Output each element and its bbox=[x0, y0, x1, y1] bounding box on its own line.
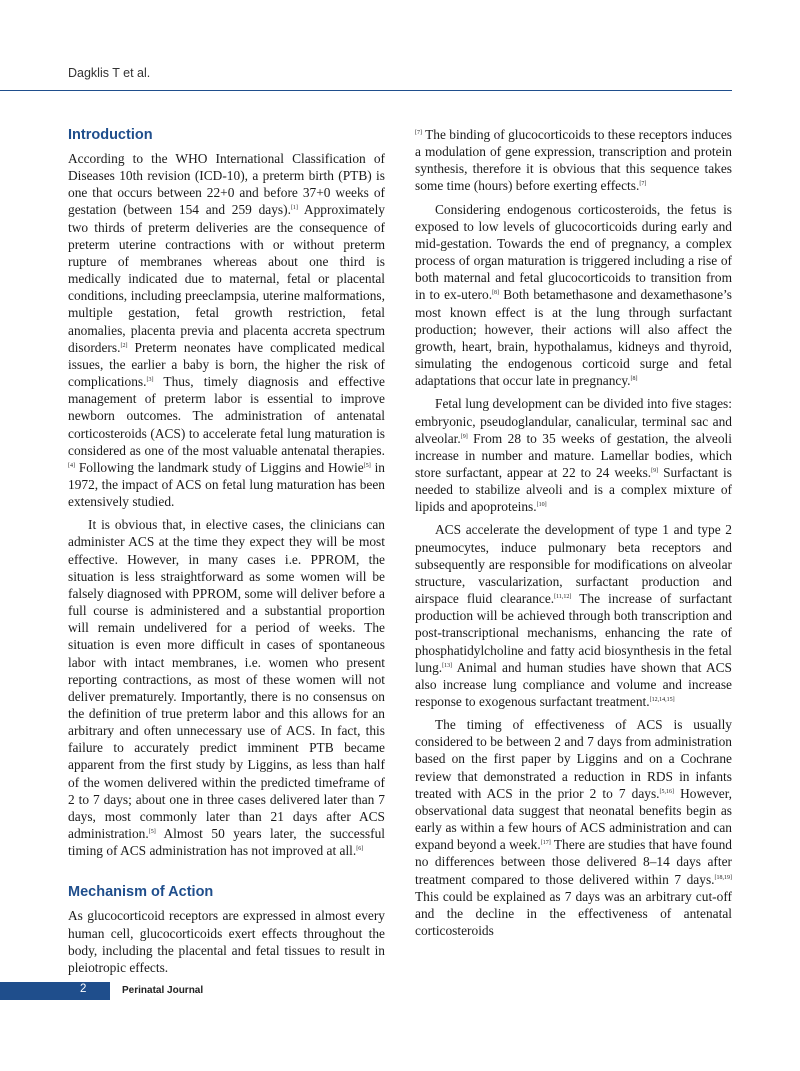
mechanism-paragraph-1-continued: [7] The binding of glucocorticoids to these receptors induces a modulation of gene expression, transcription and protein synthesis, therefore it is obvious that this sequence takes some time (hours) before exerting effects.[7] bbox=[415, 127, 732, 194]
intro-paragraph-2: It is obvious that, in elective cases, the clinicians can administer ACS at the time they expect they will be most effective. However, in many cases i.e. PPROM, the situation is less straightforward as some women will be falsely diagnosed with PPROM, some will deliver before a full course is administered and a substantial proportion will remain undelivered for a period of weeks. The situation is even more difficult in cases of spontaneous labor with intact membranes, i.e. women who present reporting contractions, as most of these women will not deliver prematurely. Importantly, there is no consensus on the definition of true preterm labor and this allows for an arbitrary and often unnecessary use of ACS. In fact, this failure to accurately predict imminent PTB became apparent from the first study by Liggins, as less than half of the women delivered within the predicted timeframe of 2 to 7 days; about one in three cases delivered later than 7 days, most commonly later than 21 days after ACS administration.[5] Almost 50 years later, the successful timing of ACS administration has not improved at all.[6] bbox=[68, 517, 385, 859]
citation: [2] bbox=[120, 342, 128, 349]
citation: [11,12] bbox=[554, 594, 572, 601]
mechanism-paragraph-3: Fetal lung development can be divided into five stages: embryonic, pseudoglandular, canalicular, terminal sac and alveolar.[9] From 28 to 35 weeks of gestation, the alveoli increase in number and mature. Lamellar bodies, which store surfactant, appear at 22 to 24 weeks.[9] Surfactant is needed to stabilize alveoli and is a complex mixture of lipids and apoproteins.[10] bbox=[415, 396, 732, 515]
citation: [17] bbox=[540, 840, 551, 847]
citation: [7] bbox=[639, 181, 647, 188]
citation: [5] bbox=[363, 462, 371, 469]
intro-paragraph-1: According to the WHO International Classification of Diseases 10th revision (ICD-10), a preterm birth (PTB) is one that occurs between 22+0 and before 37+0 weeks of gestation (between 154 and 259 days).[1] Approximately two thirds of preterm deliveries are the consequence of preterm uterine contractions with or without preterm rupture of membranes whereas about one third is medically indicated due to maternal, fetal or placental conditions, including preeclampsia, uterine malformations, multiple gestation, fetal growth restriction, fetal anomalies, placenta previa and placenta accreta spectrum disorders.[2] Preterm neonates have complicated medical issues, the earlier a baby is born, the higher the risk of complications.[3] Thus, timely diagnosis and effective management of preterm labor is essential to improve newborn outcomes. The administration of antenatal corticosteroids (ACS) to accelerate fetal lung maturation is considered as one of the most valuable antenatal therapies.[4] Following the landmark study of Liggins and Howie[5] in 1972, the impact of ACS on fetal lung maturation has been extensively studied. bbox=[68, 151, 385, 510]
mechanism-paragraph-5: The timing of effectiveness of ACS is usually considered to be between 2 and 7 days from administration based on the first paper by Liggins and on a Cochrane review that demonstrated a reduction in RDS in infants treated with ACS in the prior 2 to 7 days.[5,16] However, observational data suggest that neonatal benefits begin as early as within a few hours of ACS administration and can expand beyond a week.[17] There are studies that have found no differences between those delivered 8–14 days after treatment compared to those delivered within 7 days.[18,19] This could be explained as 7 days was an arbitrary cut-off and the decline in the effectiveness of antenatal corticosteroids bbox=[415, 717, 732, 939]
mechanism-paragraph-1: As glucocorticoid receptors are expressed in almost every human cell, glucocorticoids exert effects throughout the body, including the placental and fetal tissues to result in pleiotropic effects. bbox=[68, 908, 385, 975]
header-rule bbox=[0, 90, 732, 91]
citation: [18,19] bbox=[714, 874, 732, 881]
citation: [1] bbox=[290, 205, 298, 212]
journal-name: Perinatal Journal bbox=[122, 985, 204, 996]
citation: [4] bbox=[68, 462, 75, 469]
mechanism-heading: Mechanism of Action bbox=[68, 884, 214, 901]
mechanism-paragraph-4: ACS accelerate the development of type 1 and type 2 pneumocytes, induce pulmonary beta receptors and subsequently are responsible for modifications on alveolar structure, vascularization, surfactant production and airspace fluid clearance.[11,12] The increase of surfactant production will be achieved through both transcription and post-transcriptional mechanisms, enhancing the rate of phosphatidylcholine and fatty acid biosynthesis in the fetal lung.[13] Animal and human studies have shown that ACS also increase lung compliance and volume and increase response to exogenous surfactant treatment.[12,14,15] bbox=[415, 522, 732, 709]
footer-bar bbox=[0, 982, 110, 1000]
citation: [9] bbox=[651, 467, 659, 474]
citation: [13] bbox=[442, 662, 453, 669]
citation: [5,16] bbox=[659, 788, 675, 795]
citation: [6] bbox=[356, 846, 364, 853]
citation: [7] bbox=[415, 130, 422, 136]
citation: [5] bbox=[148, 829, 156, 836]
citation: [3] bbox=[146, 377, 154, 384]
left-column bbox=[68, 126, 385, 976]
mechanism-paragraph-2: Considering endogenous corticosteroids, the fetus is exposed to low levels of glucocorticoids during early and mid-gestation. Towards the end of pregnancy, a complex process of organ maturation is triggered including a rise of both maternal and fetal glucocorticoids to transition from in to ex-utero.[8] Both betamethasone and dexamethasone’s most known effect is at the lung through surfactant production; however, their actions will also affect the growth, heart, brain, hypothalamus, kidneys and thyroid, simulating the endogenous corticoid surge and fetal adaptations that occur late in pregnancy.[8] bbox=[415, 201, 732, 389]
introduction-heading: Introduction bbox=[68, 127, 153, 143]
citation: [8] bbox=[630, 376, 638, 383]
citation: [10] bbox=[536, 502, 547, 509]
running-head: Dagklis T et al. bbox=[68, 66, 151, 80]
right-column bbox=[415, 126, 732, 939]
page-number: 2 bbox=[80, 983, 87, 995]
citation: [9] bbox=[460, 433, 468, 440]
citation: [8] bbox=[492, 290, 500, 297]
citation: [12,14,15] bbox=[649, 697, 675, 703]
